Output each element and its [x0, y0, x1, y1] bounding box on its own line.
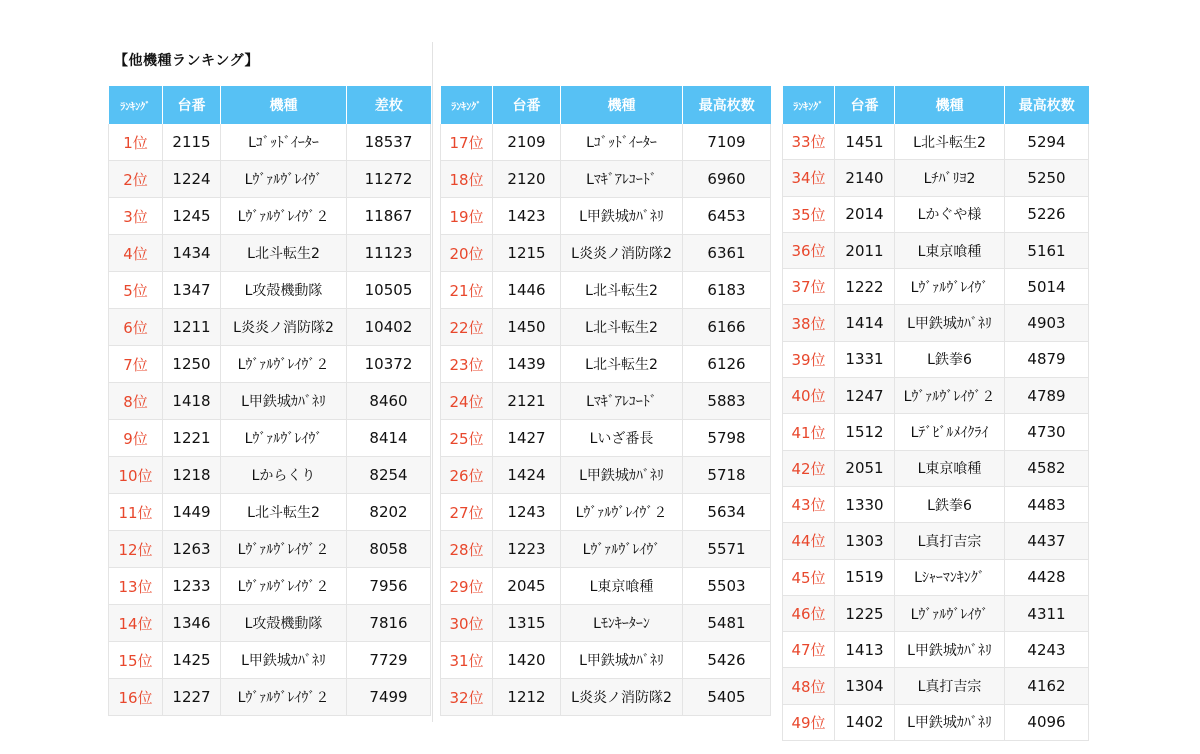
value-cell: 10402: [347, 309, 431, 346]
machine-number-cell: 1218: [163, 457, 221, 494]
value-cell: 8460: [347, 383, 431, 420]
table-row: [441, 235, 771, 272]
machine-number-cell: 1315: [493, 605, 561, 642]
machine-cell: Lｳﾞｧﾙｳﾞﾚｲｳﾞ２: [561, 494, 683, 531]
value-cell: 6960: [683, 161, 771, 198]
column-header-machine-number: 台番: [835, 86, 895, 124]
machine-cell: Lｳﾞｧﾙｳﾞﾚｲｳﾞ: [221, 420, 347, 457]
machine-cell: L北斗転生2: [561, 346, 683, 383]
machine-number-cell: 1418: [163, 383, 221, 420]
value-cell: 5481: [683, 605, 771, 642]
value-cell: 5634: [683, 494, 771, 531]
machine-cell: Lﾏｷﾞｱﾚｺｰﾄﾞ: [561, 161, 683, 198]
rank-cell: 19位: [441, 198, 493, 235]
rank-cell: 15位: [109, 642, 163, 679]
value-cell: 6126: [683, 346, 771, 383]
rank-cell: 29位: [441, 568, 493, 605]
rank-cell: 20位: [441, 235, 493, 272]
rank-cell: 31位: [441, 642, 493, 679]
value-cell: 4428: [1005, 559, 1089, 595]
rank-cell: 45位: [783, 559, 835, 595]
machine-number-cell: 1250: [163, 346, 221, 383]
value-cell: 10372: [347, 346, 431, 383]
machine-number-cell: 1512: [835, 414, 895, 450]
rank-cell: 26位: [441, 457, 493, 494]
machine-cell: L甲鉄城ｶﾊﾞﾈﾘ: [895, 305, 1005, 341]
rank-cell: 42位: [783, 450, 835, 486]
column-header-value: 最高枚数: [1005, 86, 1089, 124]
machine-number-cell: 1221: [163, 420, 221, 457]
value-cell: 4162: [1005, 668, 1089, 704]
value-cell: 5014: [1005, 269, 1089, 305]
rank-cell: 49位: [783, 704, 835, 740]
value-cell: 7816: [347, 605, 431, 642]
machine-cell: L鉄拳6: [895, 486, 1005, 522]
value-cell: 4243: [1005, 632, 1089, 668]
machine-number-cell: 1451: [835, 124, 895, 160]
rank-cell: 13位: [109, 568, 163, 605]
value-cell: 5571: [683, 531, 771, 568]
table-row: [783, 486, 1089, 522]
value-cell: 5161: [1005, 232, 1089, 268]
machine-number-cell: 2115: [163, 124, 221, 161]
value-cell: 11272: [347, 161, 431, 198]
table-row: [783, 124, 1089, 160]
table-row: [109, 272, 431, 309]
machine-cell: Lからくり: [221, 457, 347, 494]
value-cell: 5405: [683, 679, 771, 716]
machine-cell: Lｺﾞｯﾄﾞｲｰﾀｰ: [561, 124, 683, 161]
table-row: [109, 235, 431, 272]
table-row: [441, 568, 771, 605]
machine-cell: L炎炎ノ消防隊2: [561, 235, 683, 272]
column-divider: [432, 42, 433, 722]
machine-number-cell: 1414: [835, 305, 895, 341]
table-row: [441, 161, 771, 198]
table-row: [109, 124, 431, 161]
value-cell: 5226: [1005, 196, 1089, 232]
header-row: [441, 86, 771, 124]
machine-number-cell: 2014: [835, 196, 895, 232]
table-row: [783, 559, 1089, 595]
column-header-rank: ﾗﾝｷﾝｸﾞ: [441, 86, 493, 124]
value-cell: 5883: [683, 383, 771, 420]
machine-cell: L東京喰種: [561, 568, 683, 605]
machine-cell: Lﾏｷﾞｱﾚｺｰﾄﾞ: [561, 383, 683, 420]
column-header-value: 最高枚数: [683, 86, 771, 124]
value-cell: 4311: [1005, 595, 1089, 631]
rank-cell: 44位: [783, 523, 835, 559]
machine-cell: L甲鉄城ｶﾊﾞﾈﾘ: [561, 642, 683, 679]
machine-cell: Lｳﾞｧﾙｳﾞﾚｲｳﾞ: [221, 161, 347, 198]
machine-number-cell: 1439: [493, 346, 561, 383]
table-row: [783, 414, 1089, 450]
table-row: [783, 668, 1089, 704]
ranking-table-1: [108, 86, 431, 716]
value-cell: 5798: [683, 420, 771, 457]
value-cell: 6361: [683, 235, 771, 272]
machine-number-cell: 1423: [493, 198, 561, 235]
rank-cell: 10位: [109, 457, 163, 494]
column-header-value: 差枚: [347, 86, 431, 124]
machine-cell: Lﾁﾊﾞﾘﾖ2: [895, 160, 1005, 196]
machine-number-cell: 1245: [163, 198, 221, 235]
machine-cell: L炎炎ノ消防隊2: [561, 679, 683, 716]
value-cell: 5294: [1005, 124, 1089, 160]
machine-number-cell: 1424: [493, 457, 561, 494]
value-cell: 7729: [347, 642, 431, 679]
table-row: [783, 160, 1089, 196]
machine-cell: L甲鉄城ｶﾊﾞﾈﾘ: [895, 632, 1005, 668]
rank-cell: 5位: [109, 272, 163, 309]
rank-cell: 3位: [109, 198, 163, 235]
rank-cell: 7位: [109, 346, 163, 383]
rank-cell: 12位: [109, 531, 163, 568]
machine-cell: Lﾃﾞﾋﾞﾙﾒｲｸﾗｲ: [895, 414, 1005, 450]
rank-cell: 8位: [109, 383, 163, 420]
value-cell: 5250: [1005, 160, 1089, 196]
machine-number-cell: 1247: [835, 378, 895, 414]
rank-cell: 43位: [783, 486, 835, 522]
table-row: [109, 309, 431, 346]
machine-cell: L北斗転生2: [895, 124, 1005, 160]
machine-cell: L甲鉄城ｶﾊﾞﾈﾘ: [561, 198, 683, 235]
rank-cell: 4位: [109, 235, 163, 272]
table-row: [783, 704, 1089, 740]
value-cell: 11123: [347, 235, 431, 272]
table-row: [441, 309, 771, 346]
machine-number-cell: 2045: [493, 568, 561, 605]
value-cell: 6183: [683, 272, 771, 309]
machine-number-cell: 1434: [163, 235, 221, 272]
column-header-rank: ﾗﾝｷﾝｸﾞ: [109, 86, 163, 124]
machine-number-cell: 1224: [163, 161, 221, 198]
value-cell: 8414: [347, 420, 431, 457]
rank-cell: 39位: [783, 341, 835, 377]
rank-cell: 14位: [109, 605, 163, 642]
machine-cell: Lｳﾞｧﾙｳﾞﾚｲｳﾞ２: [895, 378, 1005, 414]
value-cell: 4730: [1005, 414, 1089, 450]
machine-cell: L東京喰種: [895, 450, 1005, 486]
value-cell: 4483: [1005, 486, 1089, 522]
machine-cell: Lｳﾞｧﾙｳﾞﾚｲｳﾞ: [895, 595, 1005, 631]
table-row: [783, 341, 1089, 377]
machine-number-cell: 2121: [493, 383, 561, 420]
machine-cell: L北斗転生2: [221, 494, 347, 531]
value-cell: 5426: [683, 642, 771, 679]
rank-cell: 28位: [441, 531, 493, 568]
machine-number-cell: 1304: [835, 668, 895, 704]
rank-cell: 36位: [783, 232, 835, 268]
table-row: [783, 450, 1089, 486]
rank-cell: 37位: [783, 269, 835, 305]
machine-cell: Lｳﾞｧﾙｳﾞﾚｲｳﾞ２: [221, 531, 347, 568]
rank-cell: 30位: [441, 605, 493, 642]
machine-cell: Lｳﾞｧﾙｳﾞﾚｲｳﾞ２: [221, 198, 347, 235]
table-row: [109, 568, 431, 605]
machine-number-cell: 1330: [835, 486, 895, 522]
machine-cell: Lｺﾞｯﾄﾞｲｰﾀｰ: [221, 124, 347, 161]
rank-cell: 1位: [109, 124, 163, 161]
machine-cell: L北斗転生2: [221, 235, 347, 272]
machine-number-cell: 1449: [163, 494, 221, 531]
rank-cell: 27位: [441, 494, 493, 531]
page-title: 【他機種ランキング】: [114, 53, 259, 69]
machine-cell: L真打吉宗: [895, 668, 1005, 704]
value-cell: 4789: [1005, 378, 1089, 414]
rank-cell: 34位: [783, 160, 835, 196]
ranking-table-3: [782, 86, 1089, 741]
machine-cell: L炎炎ノ消防隊2: [221, 309, 347, 346]
table-row: [783, 232, 1089, 268]
machine-number-cell: 2140: [835, 160, 895, 196]
machine-cell: Lｳﾞｧﾙｳﾞﾚｲｳﾞ２: [221, 346, 347, 383]
machine-number-cell: 1331: [835, 341, 895, 377]
machine-number-cell: 1346: [163, 605, 221, 642]
machine-number-cell: 1227: [163, 679, 221, 716]
machine-number-cell: 1223: [493, 531, 561, 568]
table-row: [783, 523, 1089, 559]
machine-cell: Lｳﾞｧﾙｳﾞﾚｲｳﾞ: [895, 269, 1005, 305]
table-row: [109, 198, 431, 235]
rank-cell: 16位: [109, 679, 163, 716]
column-header-machine: 機種: [221, 86, 347, 124]
value-cell: 7956: [347, 568, 431, 605]
machine-number-cell: 1211: [163, 309, 221, 346]
rank-cell: 25位: [441, 420, 493, 457]
table-row: [441, 124, 771, 161]
value-cell: 4879: [1005, 341, 1089, 377]
machine-number-cell: 1446: [493, 272, 561, 309]
column-header-rank: ﾗﾝｷﾝｸﾞ: [783, 86, 835, 124]
value-cell: 7499: [347, 679, 431, 716]
machine-number-cell: 1347: [163, 272, 221, 309]
rank-cell: 22位: [441, 309, 493, 346]
table-row: [441, 605, 771, 642]
table-row: [783, 632, 1089, 668]
machine-number-cell: 1215: [493, 235, 561, 272]
machine-number-cell: 2051: [835, 450, 895, 486]
rank-cell: 48位: [783, 668, 835, 704]
column-header-machine-number: 台番: [163, 86, 221, 124]
machine-cell: Lｳﾞｧﾙｳﾞﾚｲｳﾞ２: [221, 679, 347, 716]
rank-cell: 21位: [441, 272, 493, 309]
table-row: [441, 457, 771, 494]
machine-number-cell: 1233: [163, 568, 221, 605]
machine-cell: Lﾓﾝｷｰﾀｰﾝ: [561, 605, 683, 642]
table-row: [441, 531, 771, 568]
machine-number-cell: 1225: [835, 595, 895, 631]
table-row: [109, 605, 431, 642]
machine-number-cell: 1222: [835, 269, 895, 305]
value-cell: 8254: [347, 457, 431, 494]
value-cell: 5503: [683, 568, 771, 605]
machine-cell: L攻殻機動隊: [221, 272, 347, 309]
column-header-machine-number: 台番: [493, 86, 561, 124]
table-row: [783, 269, 1089, 305]
machine-cell: Lｳﾞｧﾙｳﾞﾚｲｳﾞ: [561, 531, 683, 568]
rank-cell: 46位: [783, 595, 835, 631]
value-cell: 11867: [347, 198, 431, 235]
value-cell: 7109: [683, 124, 771, 161]
rank-cell: 2位: [109, 161, 163, 198]
rank-cell: 38位: [783, 305, 835, 341]
table-row: [441, 272, 771, 309]
value-cell: 8058: [347, 531, 431, 568]
machine-number-cell: 1427: [493, 420, 561, 457]
table-row: [441, 198, 771, 235]
machine-cell: L鉄拳6: [895, 341, 1005, 377]
rank-cell: 33位: [783, 124, 835, 160]
rank-cell: 32位: [441, 679, 493, 716]
rank-cell: 40位: [783, 378, 835, 414]
header-row: [783, 86, 1089, 124]
machine-number-cell: 1450: [493, 309, 561, 346]
machine-number-cell: 1263: [163, 531, 221, 568]
table-row: [441, 346, 771, 383]
column-header-machine: 機種: [561, 86, 683, 124]
table-row: [109, 383, 431, 420]
value-cell: 4437: [1005, 523, 1089, 559]
table-row: [109, 161, 431, 198]
table-row: [109, 346, 431, 383]
table-row: [109, 457, 431, 494]
value-cell: 4096: [1005, 704, 1089, 740]
table-row: [441, 642, 771, 679]
value-cell: 6166: [683, 309, 771, 346]
table-row: [783, 196, 1089, 232]
machine-number-cell: 1519: [835, 559, 895, 595]
machine-cell: Lｳﾞｧﾙｳﾞﾚｲｳﾞ２: [221, 568, 347, 605]
machine-cell: L甲鉄城ｶﾊﾞﾈﾘ: [221, 383, 347, 420]
value-cell: 18537: [347, 124, 431, 161]
machine-number-cell: 2109: [493, 124, 561, 161]
table-row: [109, 642, 431, 679]
table-row: [441, 679, 771, 716]
machine-number-cell: 2011: [835, 232, 895, 268]
table-row: [441, 420, 771, 457]
machine-cell: L北斗転生2: [561, 272, 683, 309]
rank-cell: 18位: [441, 161, 493, 198]
rank-cell: 9位: [109, 420, 163, 457]
ranking-table-2: [440, 86, 771, 716]
rank-cell: 24位: [441, 383, 493, 420]
machine-number-cell: 1303: [835, 523, 895, 559]
value-cell: 6453: [683, 198, 771, 235]
machine-number-cell: 1425: [163, 642, 221, 679]
header-row: [109, 86, 431, 124]
machine-number-cell: 1402: [835, 704, 895, 740]
table-row: [783, 378, 1089, 414]
table-row: [109, 531, 431, 568]
value-cell: 4582: [1005, 450, 1089, 486]
rank-cell: 23位: [441, 346, 493, 383]
rank-cell: 6位: [109, 309, 163, 346]
rank-cell: 41位: [783, 414, 835, 450]
table-row: [109, 494, 431, 531]
machine-cell: L甲鉄城ｶﾊﾞﾈﾘ: [561, 457, 683, 494]
machine-number-cell: 2120: [493, 161, 561, 198]
rank-cell: 11位: [109, 494, 163, 531]
rank-cell: 17位: [441, 124, 493, 161]
value-cell: 8202: [347, 494, 431, 531]
table-row: [441, 494, 771, 531]
table-row: [783, 305, 1089, 341]
value-cell: 4903: [1005, 305, 1089, 341]
machine-cell: L甲鉄城ｶﾊﾞﾈﾘ: [221, 642, 347, 679]
machine-cell: L攻殻機動隊: [221, 605, 347, 642]
machine-cell: Lいざ番長: [561, 420, 683, 457]
table-row: [783, 595, 1089, 631]
machine-cell: L真打吉宗: [895, 523, 1005, 559]
rank-cell: 35位: [783, 196, 835, 232]
value-cell: 5718: [683, 457, 771, 494]
machine-cell: Lかぐや様: [895, 196, 1005, 232]
machine-number-cell: 1420: [493, 642, 561, 679]
machine-number-cell: 1413: [835, 632, 895, 668]
machine-cell: L北斗転生2: [561, 309, 683, 346]
table-row: [109, 679, 431, 716]
machine-cell: L甲鉄城ｶﾊﾞﾈﾘ: [895, 704, 1005, 740]
rank-cell: 47位: [783, 632, 835, 668]
machine-number-cell: 1243: [493, 494, 561, 531]
column-header-machine: 機種: [895, 86, 1005, 124]
table-row: [109, 420, 431, 457]
machine-number-cell: 1212: [493, 679, 561, 716]
value-cell: 10505: [347, 272, 431, 309]
machine-cell: L東京喰種: [895, 232, 1005, 268]
machine-cell: Lｼｬｰﾏﾝｷﾝｸﾞ: [895, 559, 1005, 595]
table-row: [441, 383, 771, 420]
